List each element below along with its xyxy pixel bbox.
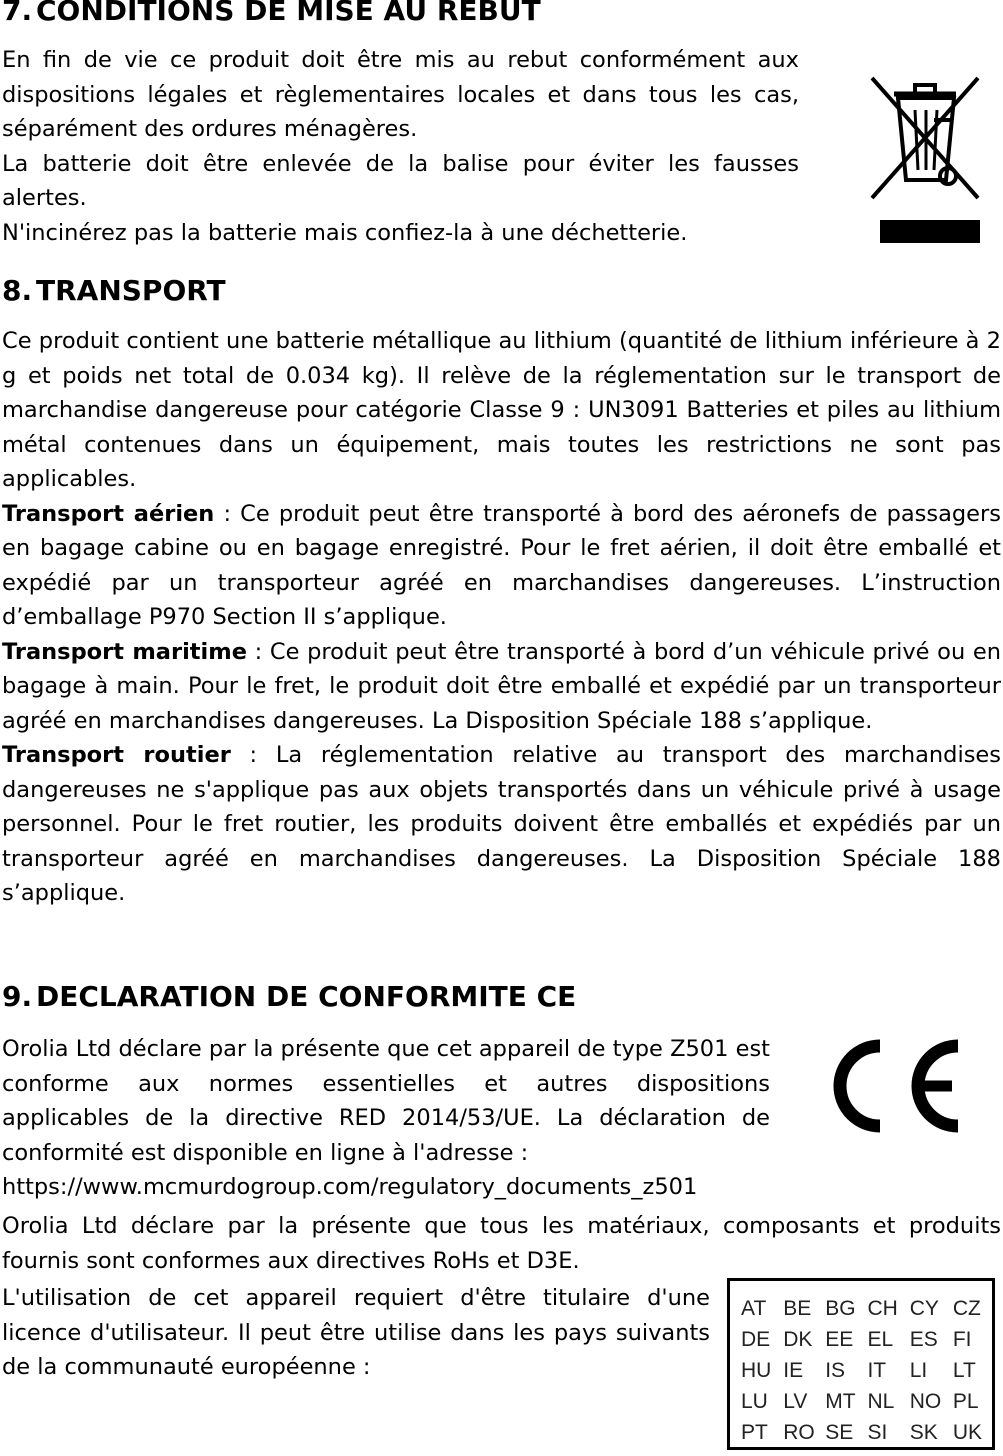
transport-road	[2, 738, 1001, 911]
country-code: DE	[741, 1328, 771, 1351]
country-row	[741, 1324, 992, 1355]
transport-air-text: : Ce produit peut être transporté à bord des aéronefs de passagers en bagage cabine ou en bagage enregistré. Pour le fret aérien, il doit être emballé et expédié par un transporteur agréé en marchandises dangereuses. L’instruction d’emballage P970 Section II s’applique.	[2, 500, 1001, 630]
country-code: MT	[825, 1390, 856, 1413]
ce-licence-text	[2, 1281, 710, 1385]
country-code: SI	[867, 1421, 888, 1444]
country-codes-table	[741, 1293, 992, 1448]
section-8-heading	[2, 274, 226, 308]
country-code: LU	[741, 1390, 768, 1413]
country-code: LV	[783, 1390, 808, 1413]
country-code: CH	[867, 1297, 898, 1320]
section-title: CONDITIONS DE MISE AU REBUT	[36, 0, 541, 27]
transport-sea-text: : Ce produit peut être transporté à bord d’un véhicule privé ou en bagage à main. Pour le fret, le produit doit être emballé et expédié par un transporteur agréé en marchandises dangereuses. La Disposition Spéciale 188 s’applique.	[2, 638, 1001, 734]
country-code: LT	[952, 1359, 976, 1382]
transport-road-text: : La réglementation relative au transport des marchandises dangereuses ne s'applique pas aux objets transportés dans un véhicule privé à usage personnel. Pour le fret routier, les produits doivent être emballés et expédiés par un transporteur agréé en marchandises dangereuses. La Disposition Spéciale 188 s’applique.	[2, 742, 1001, 906]
paragraph: N'incinérez pas la batterie mais confiez-la à une déchetterie.	[2, 219, 688, 246]
section-title: TRANSPORT	[36, 274, 226, 307]
transport-air	[2, 497, 1001, 635]
country-code: EL	[867, 1328, 894, 1351]
country-codes-box	[727, 1278, 995, 1450]
transport-intro: Ce produit contient une batterie métallique au lithium (quantité de lithium inférieure à 2 g et poids net total de 0.034 kg). Il relève de la réglementation sur le transport de marchandise dangereuse pour catégorie Classe 9 : UN3091 Batteries et piles au lithium métal contenues dans un équipement, mais toutes les restrictions ne sont pas applicables.	[2, 328, 1001, 492]
country-code: HU	[741, 1359, 772, 1382]
country-code: ES	[909, 1328, 938, 1351]
ce-mark-icon	[818, 1034, 968, 1138]
country-code: UK	[952, 1421, 983, 1444]
country-code: AT	[741, 1297, 767, 1320]
section-number: 8.	[2, 274, 33, 307]
paragraph: Orolia Ltd déclare par la présente que cet appareil de type Z501 est conforme aux normes essentielles et autres dispositions applicables de la directive RED 2014/53/UE. La déclaration de conformité est disponible en ligne à l'adresse :	[2, 1036, 770, 1166]
country-code: LI	[909, 1359, 928, 1382]
country-code: IE	[783, 1359, 804, 1382]
country-code: NL	[867, 1390, 895, 1413]
transport-road-label: Transport routier	[2, 742, 231, 768]
country-code: IT	[867, 1359, 887, 1382]
transport-air-label: Transport aérien	[2, 500, 215, 527]
ce-declaration-text	[2, 1032, 770, 1205]
section-number: 7.	[2, 0, 33, 27]
country-code: DK	[783, 1328, 813, 1351]
country-row	[741, 1293, 992, 1324]
country-code: NO	[909, 1390, 942, 1413]
weee-bin-icon	[860, 70, 990, 250]
ce-url: https://www.mcmurdogroup.com/regulatory_documents_z501	[2, 1174, 698, 1200]
country-code: EE	[825, 1328, 854, 1351]
country-row	[741, 1355, 992, 1386]
country-code: RO	[783, 1421, 815, 1444]
section-title: DECLARATION DE CONFORMITE CE	[36, 980, 577, 1013]
section-number: 9.	[2, 980, 33, 1013]
country-code: SE	[825, 1421, 854, 1444]
paragraph: L'utilisation de cet appareil requiert d'être titulaire d'une licence d'utilisateur. Il peut être utilise dans les pays suivants de la communauté européenne :	[2, 1285, 710, 1380]
paragraph: En fin de vie ce produit doit être mis au rebut conformément aux dispositions légales et règlementaires locales et dans tous les cas, séparément des ordures ménagères.	[2, 47, 799, 142]
paragraph: Orolia Ltd déclare par la présente que tous les matériaux, composants et produits fournis sont conformes aux directives RoHs et D3E.	[2, 1213, 1001, 1274]
country-code: PL	[952, 1390, 979, 1413]
ce-rohs-text	[2, 1209, 1001, 1278]
country-code: IS	[825, 1359, 846, 1382]
country-code: SK	[909, 1421, 938, 1444]
country-code: CZ	[952, 1297, 981, 1320]
country-row	[741, 1386, 992, 1417]
country-code: FI	[952, 1328, 972, 1351]
country-code: CY	[909, 1297, 939, 1320]
transport-text	[2, 324, 1001, 911]
disposal-text	[2, 43, 799, 250]
section-9-heading	[2, 980, 576, 1014]
country-code: BE	[783, 1297, 812, 1320]
transport-sea-label: Transport maritime	[2, 638, 247, 665]
paragraph: La batterie doit être enlevée de la balise pour éviter les fausses alertes.	[2, 150, 799, 211]
country-code: PT	[741, 1421, 768, 1444]
country-row	[741, 1417, 992, 1448]
transport-sea	[2, 635, 1001, 739]
country-code: BG	[825, 1297, 856, 1320]
section-7-heading	[2, 0, 541, 28]
